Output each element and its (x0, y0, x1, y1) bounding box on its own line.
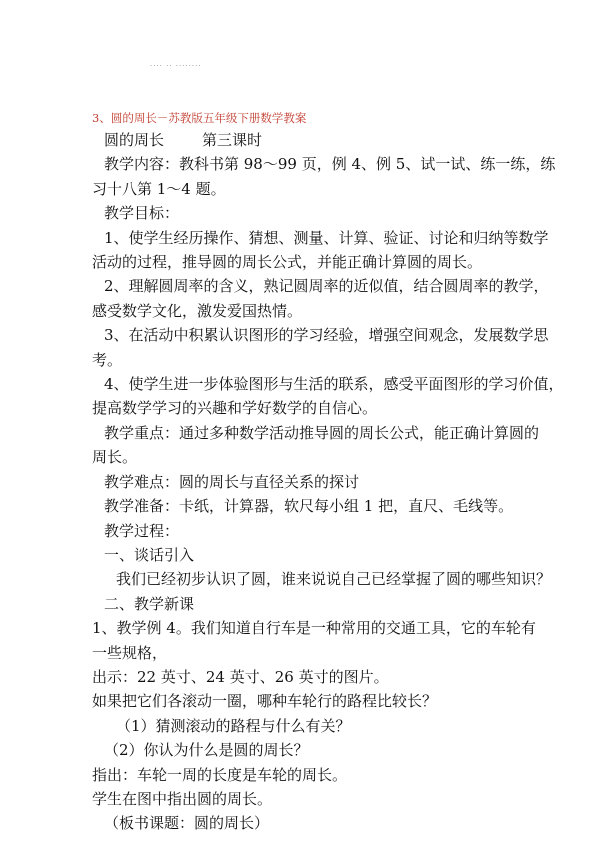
text-line: 1、教学例 4。我们知道自行车是一种常用的交通工具，它的车轮有 (92, 619, 536, 638)
text-line: （1）猜测滚动的路程与什么有关？ (116, 716, 351, 735)
text-line: 我们已经初步认识了圆，谁来说说自己已经掌握了圆的哪些知识？ (116, 570, 552, 589)
text-line: 感受数学文化，激发爱国热情。 (92, 301, 303, 320)
text-line: 二、教学新课 (104, 594, 195, 613)
text-line: 习十八第 1～4 题。 (92, 179, 226, 198)
lesson-name: 圆的周长 (104, 131, 165, 149)
lesson-subtitle (92, 128, 522, 152)
text-line: 教学准备：卡纸，计算器，软尺每小组 1 把，直尺、毛线等。 (104, 497, 514, 516)
text-line: 教学重点：通过多种数学活动推导圆的周长公式，能正确计算圆的 (104, 423, 540, 442)
text-line: 提高数学学习的兴趣和学好数学的自信心。 (92, 399, 378, 418)
text-line: 如果把它们各滚动一圈，哪种车轮行的路程比较长？ (92, 692, 438, 711)
header-watermark: ···· ·· ········ (150, 62, 202, 70)
document-title: 3、圆的周长－苏教版五年级下册数学教案 (92, 111, 307, 125)
document-body (92, 128, 564, 836)
text-line: 教学难点：圆的周长与直径关系的探讨 (104, 472, 360, 491)
text-line: 3、在活动中积累认识图形的学习经验，增强空间观念，发展数学思 (104, 326, 549, 345)
text-line: 周长。 (92, 448, 138, 467)
text-line: 一、谈话引入 (104, 545, 195, 564)
text-line: 一些规格， (92, 643, 168, 662)
text-line: 活动的过程，推导圆的周长公式，并能正确计算圆的周长。 (92, 253, 483, 272)
text-line: 4、使学生进一步体验图形与生活的联系，感受平面图形的学习价值， (104, 375, 564, 394)
text-line: 出示：22 英寸、24 英寸、26 英寸的图片。 (92, 667, 389, 686)
text-line: 教学过程： (104, 521, 180, 540)
text-line: 学生在图中指出圆的周长。 (92, 789, 273, 808)
text-line: 指出：车轮一周的长度是车轮的周长。 (92, 765, 348, 784)
text-line: 教学目标： (104, 204, 180, 223)
text-line: 1、使学生经历操作、猜想、测量、计算、验证、讨论和归纳等数学 (104, 228, 549, 247)
text-line: 教学内容：教科书第 98～99 页，例 4、例 5、试一试、练一练，练 (104, 155, 556, 174)
lesson-period: 第三课时 (202, 131, 263, 149)
text-line: （板书课题：圆的周长） (104, 814, 270, 833)
text-line: 考。 (92, 350, 123, 369)
text-line: 2、理解圆周率的含义，熟记圆周率的近似值，结合圆周率的教学， (104, 277, 549, 296)
document-lines (92, 152, 564, 835)
text-line: （2）你认为什么是圆的周长？ (104, 741, 309, 760)
